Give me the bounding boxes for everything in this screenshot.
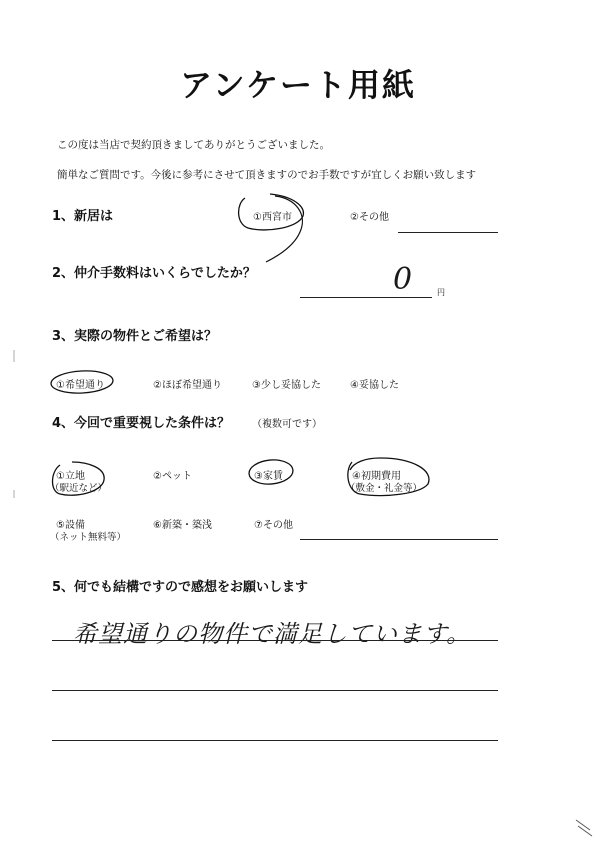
q2-answer-line (300, 297, 432, 298)
q4-option-initial-cost-sub: （敷金・礼金等） (346, 483, 423, 494)
q5-answer-line-2 (52, 690, 498, 691)
q3-option-as-hoped[interactable]: ①希望通り (56, 380, 105, 391)
q4-option-equipment[interactable]: ⑤設備 (56, 520, 85, 531)
q4-option-pet[interactable]: ②ペット (153, 471, 192, 482)
q5-answer-line-1 (52, 640, 498, 641)
q2-handwritten-answer: 0 (393, 262, 413, 297)
q5-answer-line-3 (52, 740, 498, 741)
q4-other-line (300, 539, 498, 540)
q4-option-location-sub: （駅近など） (50, 483, 108, 494)
q1-option-other[interactable]: ②その他 (350, 212, 389, 223)
page-title: アンケート用紙 (179, 66, 417, 104)
q4-option-new-build[interactable]: ⑥新築・築浅 (153, 520, 212, 531)
question-1-label: 1、新居は (52, 209, 114, 224)
intro-line-2: 簡単なご質問です。今後に参考にさせて頂きますのでお手数ですが宜しくお願い致します (57, 169, 477, 181)
question-4-label: 4、今回で重要視した条件は？ (52, 416, 231, 431)
q1-option-nishinomiya[interactable]: ①西宮市 (253, 212, 292, 223)
question-2-label: 2、仲介手数料はいくらでしたか？ (52, 266, 256, 281)
q2-unit: 円 (437, 288, 445, 297)
question-5-label: 5、何でも結構ですので感想をお願いします (52, 580, 309, 595)
q4-option-rent[interactable]: ③家賃 (254, 471, 283, 482)
q4-option-other[interactable]: ⑦その他 (254, 520, 293, 531)
q3-option-mostly[interactable]: ②ほぼ希望通り (153, 380, 222, 391)
q3-option-compromise[interactable]: ④妥協した (350, 380, 399, 391)
q4-option-equipment-sub: （ネット無料等） (50, 532, 127, 543)
q1-other-line (398, 232, 498, 233)
intro-line-1: この度は当店で契約頂きましてありがとうございました。 (57, 139, 330, 151)
q4-multiple-note: （複数可です） (252, 419, 322, 430)
q4-option-location[interactable]: ①立地 (56, 471, 85, 482)
question-3-label: 3、実際の物件とご希望は？ (52, 329, 218, 344)
q5-handwritten-answer: 希望通りの物件で満足しています。 (73, 620, 472, 648)
q4-option-initial-cost[interactable]: ④初期費用 (352, 471, 401, 482)
q3-option-slight-compromise[interactable]: ③少し妥協した (252, 380, 321, 391)
